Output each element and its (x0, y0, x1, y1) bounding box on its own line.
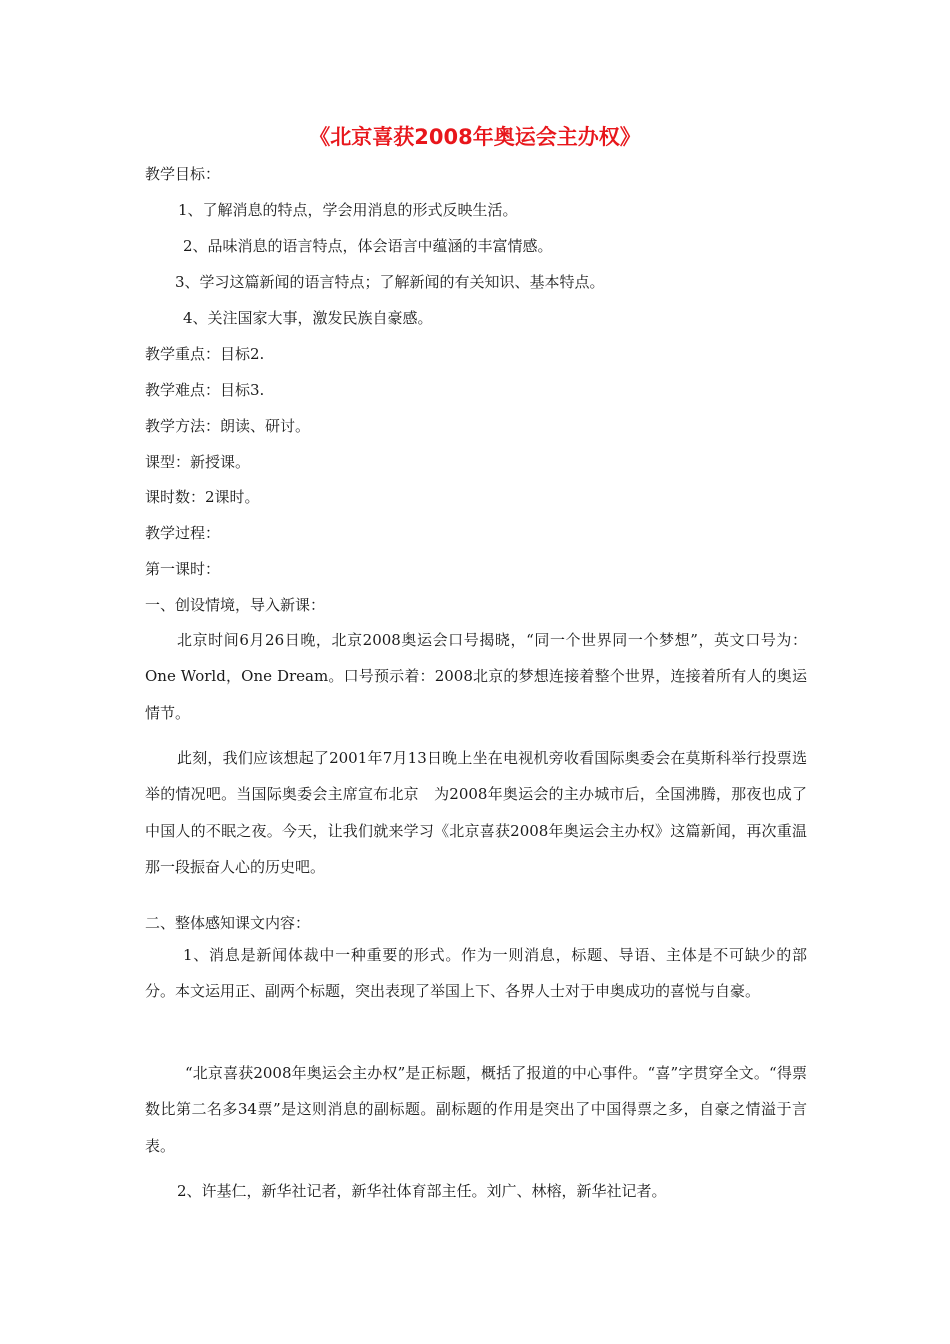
section1-paragraph-2: 此刻，我们应该想起了2001年7月13日晚上坐在电视机旁收看国际奥委会在莫斯科举行投票选举的情况吧。当国际奥委会主席宣布北京 为2008年奥运会的主办城市后，全国沸腾，那夜也成了中国人的不眠之夜。今天，让我们就来学习《北京喜获2008年奥运会主办权》这篇新闻，再次重温那一段振奋人心的历史吧。 (145, 749, 807, 876)
section2-paragraph-2: “北京喜获2008年奥运会主办权”是正标题，概括了报道的中心事件。“喜”字贯穿全文。“得票数比第二名多34票”是这则消息的副标题。副标题的作用是突出了中国得票之多，自豪之情溢于言表。 (145, 1064, 807, 1155)
objective-item-1: 1、了解消息的特点，学会用消息的形式反映生活。 (178, 201, 518, 219)
first-period: 第一课时： (145, 560, 221, 578)
section2-paragraph-3: 2、许基仁，新华社记者，新华社体育部主任。刘广、林榕，新华社记者。 (177, 1182, 667, 1200)
section2-heading: 二、整体感知课文内容： (145, 914, 311, 932)
difficult-point: 教学难点：目标3. (145, 381, 265, 399)
process-heading: 教学过程： (145, 524, 221, 542)
section1-heading: 一、创设情境，导入新课： (145, 596, 326, 614)
key-point: 教学重点：目标2. (145, 345, 265, 363)
lesson-type: 课型：新授课。 (145, 453, 251, 471)
document-title: 《北京喜获2008年奥运会主办权》 (309, 125, 641, 149)
teaching-method: 教学方法：朗读、研讨。 (145, 417, 311, 435)
class-hours: 课时数：2课时。 (145, 488, 260, 506)
section1-paragraph-1: 北京时间6月26日晚，北京2008奥运会口号揭晓，“同一个世界同一个梦想”，英文口号为：One World，One Dream。口号预示着：2008北京的梦想连接着整个世界，连接着所有人的奥运情节。 (145, 631, 807, 722)
section2-paragraph-1: 1、消息是新闻体裁中一种重要的形式。作为一则消息，标题、导语、主体是不可缺少的部分。本文运用正、副两个标题，突出表现了举国上下、各界人士对于申奥成功的喜悦与自豪。 (145, 946, 807, 1001)
objective-item-3: 3、学习这篇新闻的语言特点；了解新闻的有关知识、基本特点。 (175, 273, 605, 291)
objective-item-4: 4、关注国家大事，激发民族自豪感。 (183, 309, 433, 327)
objectives-heading: 教学目标： (145, 165, 221, 183)
objective-item-2: 2、品味消息的语言特点，体会语言中蕴涵的丰富情感。 (183, 237, 553, 255)
